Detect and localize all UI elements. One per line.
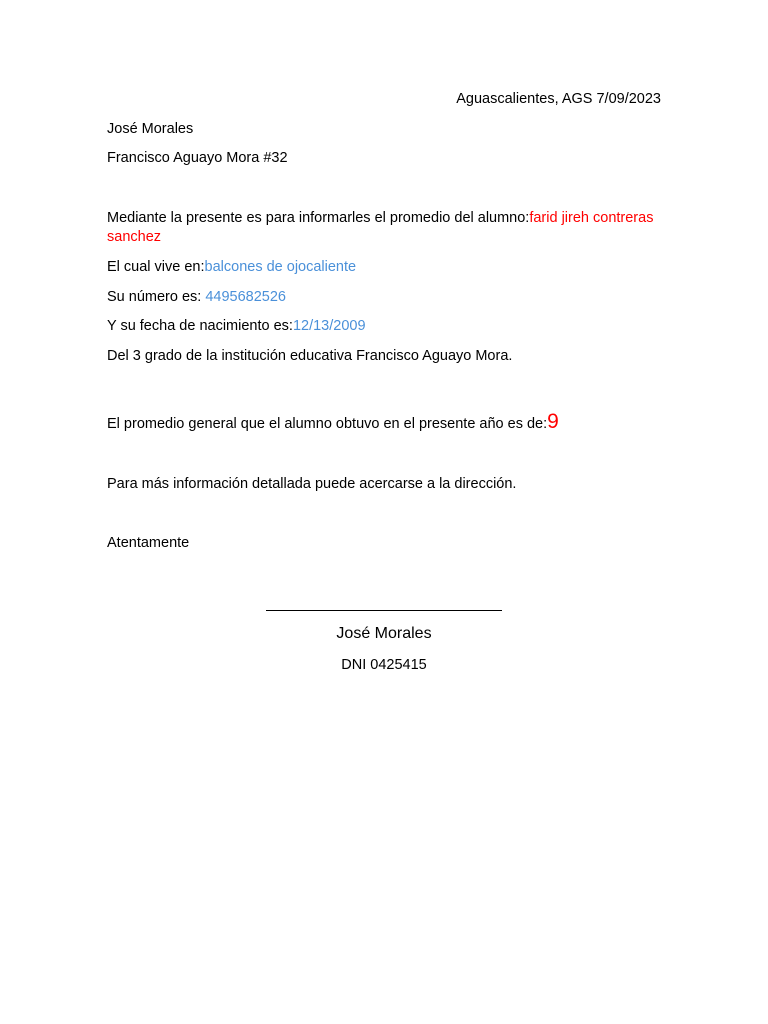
more-info: Para más información detallada puede acercarse a la dirección. bbox=[107, 476, 517, 492]
closing: Atentamente bbox=[107, 535, 190, 551]
birth-line bbox=[107, 318, 366, 335]
birth-value: 12/13/2009 bbox=[292, 318, 366, 334]
phone-label: Su número es: bbox=[107, 289, 206, 305]
signature-name: José Morales bbox=[336, 625, 432, 642]
grade-institution: Del 3 grado de la institución educativa Francisco Aguayo Mora. bbox=[107, 348, 513, 364]
place-date: Aguascalientes, AGS 7/09/2023 bbox=[456, 91, 661, 107]
average-label: El promedio general que el alumno obtuvo en el presente año es de: bbox=[107, 416, 548, 432]
lives-value: balcones de ojocaliente bbox=[204, 259, 357, 275]
average-value: 9 bbox=[547, 410, 559, 433]
birth-label: Y su fecha de nacimiento es: bbox=[107, 318, 293, 334]
intro-paragraph bbox=[107, 209, 667, 247]
student-name: farid jireh contreras sanchez bbox=[107, 210, 654, 245]
lives-label: El cual vive en: bbox=[107, 259, 205, 275]
phone-line bbox=[107, 289, 286, 306]
recipient-name: José Morales bbox=[107, 121, 194, 137]
signature-line bbox=[266, 610, 502, 611]
average-line bbox=[107, 410, 559, 436]
signature-dni: DNI 0425415 bbox=[341, 657, 427, 673]
phone-value: 4495682526 bbox=[205, 289, 286, 305]
recipient-address: Francisco Aguayo Mora #32 bbox=[107, 150, 288, 166]
address-line bbox=[107, 259, 356, 276]
intro-text: Mediante la presente es para informarles el promedio del alumno: bbox=[107, 210, 530, 226]
